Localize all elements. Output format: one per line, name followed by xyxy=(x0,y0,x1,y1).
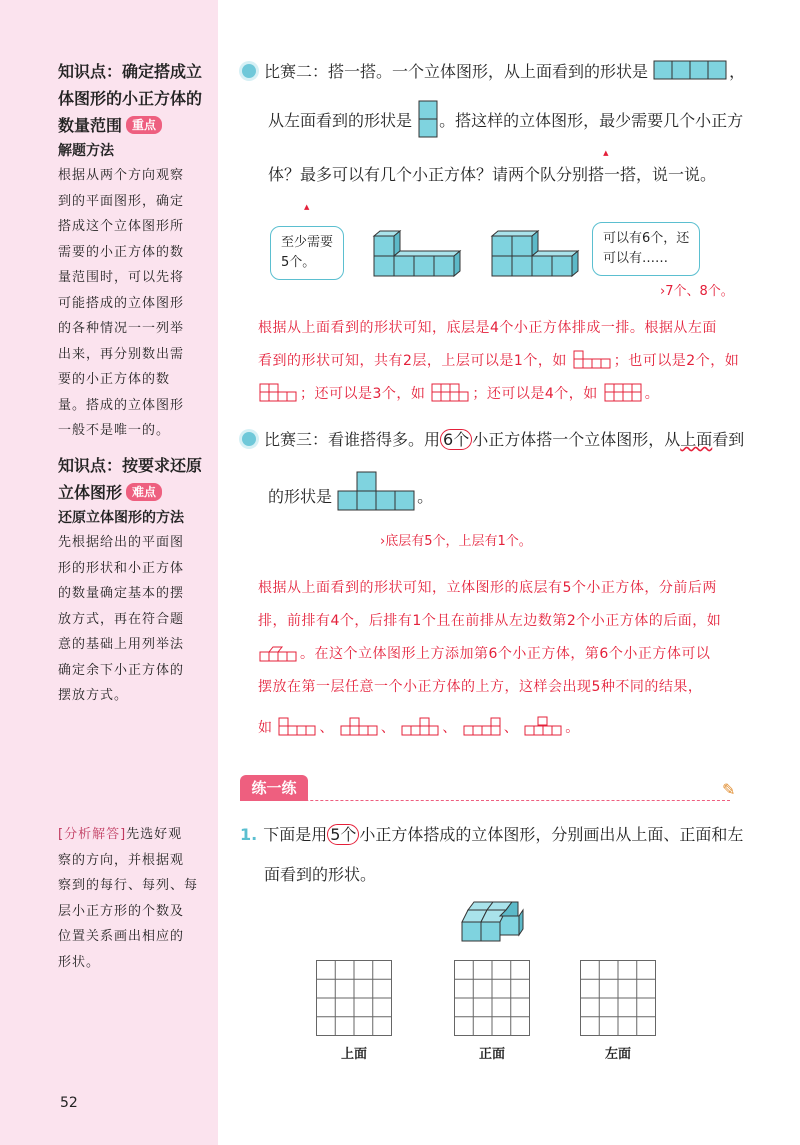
contest3-answer: 根据从上面看到的形状可知，立体图形的底层有5个小正方体，分前后两 排，前排有4个，后排有1个且在前排从左边数第2个小正方体的后面，如 。在这个立体图形上方添加第6个小正方体，第6个小正方体可以 摆放在第一层任意一个小正方体的上方，这样会出现5种不同的结果， 如 、 、 、 、 。 xyxy=(258,580,722,736)
knowledge-point-1 xyxy=(58,58,208,444)
contest3-line2: 的形状是 。 xyxy=(268,470,668,517)
grid-front-view[interactable] xyxy=(454,960,530,1036)
top-view-shape-icon xyxy=(653,60,729,82)
mini-cube-icon xyxy=(462,716,504,736)
sidebar xyxy=(0,0,218,1145)
kp2-title: 知识点：按要求还原 立体图形 难点 xyxy=(58,456,203,502)
grid-label-left: 左面 xyxy=(604,1047,631,1062)
cube-figure-5 xyxy=(372,230,464,280)
mini-cube-icon xyxy=(258,382,300,402)
mini-cube-icon xyxy=(258,642,300,662)
mini-cube-icon xyxy=(603,382,645,402)
contest2-answer: 根据从上面看到的形状可知，底层是4个小正方体排成一排。根据从左面 看到的形状可知，共有2层，上层可以是1个，如 ；也可以是2个，如 ；还可以是3个，如 ；还可以是4个，如 。 xyxy=(258,320,740,402)
mini-cube-icon xyxy=(430,382,472,402)
contest3-line1: 比赛三：看谁搭得多。用 6个 小正方体搭一个立体图形，从上面看到 xyxy=(242,420,787,460)
kp1-method-title: 解题方法 xyxy=(58,143,114,159)
kp2-text: 先根据给出的平面图 形的形状和小正方体 的数量确定基本的摆 放方式，再在符合题 意的基础上用列举法 确定余下小正方体的 摆放方式。 xyxy=(58,535,185,703)
grid-left-view[interactable] xyxy=(580,960,656,1036)
contest3-top-view-icon xyxy=(337,470,417,512)
grid-top-view[interactable] xyxy=(316,960,392,1036)
contest2-line2: 从左面看到的形状是 。搭这样的立体图形，最少 ▲需要几个小正方 xyxy=(268,100,788,141)
annotation-bottom-layer: ›底层有5个，上层有1个。 xyxy=(380,534,532,549)
kp2-method-title: 还原立体图形的方法 xyxy=(58,510,184,526)
grid-label-top: 上面 xyxy=(340,1047,367,1062)
bullet-dot-icon xyxy=(242,432,256,446)
pencil-icon: ✎ xyxy=(722,780,736,799)
practice-tab: 练一练 xyxy=(240,775,308,801)
left-view-shape-icon xyxy=(417,100,439,140)
mini-cube-icon xyxy=(523,716,565,736)
annotation-7-8: ›7个、8个。 xyxy=(660,284,734,299)
mini-cube-icon xyxy=(400,716,442,736)
bullet-dot-icon xyxy=(242,64,256,78)
section-divider xyxy=(240,800,730,801)
contest2-line3: 体？最多 ▲可以有几个小正方体？请两个队分别搭一搭，说一说。 xyxy=(268,155,788,195)
mini-cube-icon xyxy=(339,716,381,736)
page-number: 52 xyxy=(60,1095,78,1111)
speech-bubble-left: 至少需要 5个。 xyxy=(270,226,344,280)
kp1-text: 根据从两个方向观察 到的平面图形，确定 搭成这个立体图形所 需要的小正方体的数 量范围时，可以先将 可能搭成的立体图形 的各种情况一一列举 出来，再分别数出需 要的小正方体的数 量。搭成的立体图形 一般不是唯一的。 xyxy=(58,168,185,438)
speech-bubble-right: 可以有6个，还 可以有…… xyxy=(592,222,700,276)
cube-figure-6 xyxy=(490,230,582,280)
mini-cube-icon xyxy=(572,349,614,369)
kp1-title: 知识点：确定搭成立 体图形的小正方体的 数量范围 重点 xyxy=(58,62,203,135)
difficult-point-badge: 难点 xyxy=(126,483,162,501)
analysis-label: [分析解答] xyxy=(58,827,127,842)
knowledge-point-2 xyxy=(58,452,208,709)
question-1: 1. 下面是用 5个 小正方体搭成的立体图形，分别画出从上面、正面和左 面看到的形状。 xyxy=(240,825,744,884)
key-point-badge: 重点 xyxy=(126,116,162,134)
analysis-note: [分析解答]先选好观 察的方向，并根据观 察到的每行、每列、每 层小正方形的个数及 位置关系画出相应的 形状。 xyxy=(58,827,199,970)
mini-cube-icon xyxy=(277,716,319,736)
question-cube-figure xyxy=(460,900,526,946)
contest2-line1: 比赛二：搭一搭。一个立体图形，从上面看到的形状是 ， xyxy=(242,52,787,92)
grid-label-front: 正面 xyxy=(478,1047,505,1062)
